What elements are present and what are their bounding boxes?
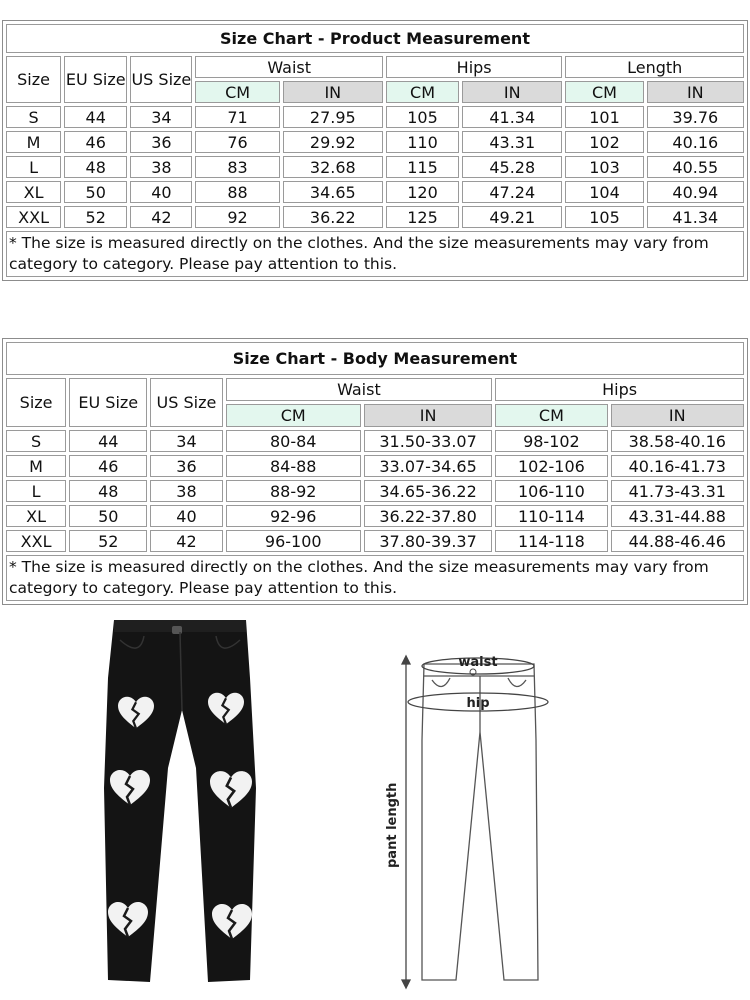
- cell-size: XL: [6, 505, 66, 527]
- cell-size: S: [6, 430, 66, 452]
- cell-us: 36: [130, 131, 192, 153]
- cell-size: M: [6, 131, 61, 153]
- cell-size: M: [6, 455, 66, 477]
- header-in: IN: [364, 404, 492, 427]
- cell-waist-in: 33.07-34.65: [364, 455, 492, 477]
- header-cm: CM: [386, 81, 459, 103]
- cell-size: XXL: [6, 206, 61, 228]
- cell-hips-in: 45.28: [462, 156, 562, 178]
- header-us-size: US Size: [130, 56, 192, 103]
- cell-waist-cm: 83: [195, 156, 279, 178]
- table-row: [6, 106, 744, 128]
- length-label: pant length: [385, 782, 400, 868]
- cell-size: L: [6, 480, 66, 502]
- product-measurement-table: [2, 20, 748, 281]
- body-measurement-table: [2, 338, 748, 605]
- table-title: Size Chart - Body Measurement: [6, 342, 744, 375]
- cell-hips-cm: 102-106: [495, 455, 607, 477]
- cell-waist-in: 36.22-37.80: [364, 505, 492, 527]
- cell-waist-in: 34.65-36.22: [364, 480, 492, 502]
- cell-eu: 46: [69, 455, 147, 477]
- header-in: IN: [283, 81, 383, 103]
- cell-length-in: 40.55: [647, 156, 744, 178]
- cell-hips-in: 41.34: [462, 106, 562, 128]
- table-row: [6, 530, 744, 552]
- cell-hips-cm: 120: [386, 181, 459, 203]
- cell-us: 42: [130, 206, 192, 228]
- cell-length-cm: 103: [565, 156, 643, 178]
- cell-waist-in: 31.50-33.07: [364, 430, 492, 452]
- header-us-size: US Size: [150, 378, 222, 427]
- header-cm: CM: [226, 404, 361, 427]
- cell-length-in: 40.94: [647, 181, 744, 203]
- cell-hips-cm: 125: [386, 206, 459, 228]
- table-row: [6, 206, 744, 228]
- cell-waist-in: 27.95: [283, 106, 383, 128]
- table-row: [6, 505, 744, 527]
- cell-waist-cm: 88: [195, 181, 279, 203]
- length-arrow: [402, 656, 410, 988]
- cell-length-cm: 102: [565, 131, 643, 153]
- cell-us: 40: [130, 181, 192, 203]
- table-row: [6, 156, 744, 178]
- cell-us: 34: [130, 106, 192, 128]
- header-length: Length: [565, 56, 744, 78]
- cell-length-cm: 101: [565, 106, 643, 128]
- waist-label: waist: [458, 655, 498, 670]
- cell-us: 36: [150, 455, 222, 477]
- cell-eu: 44: [64, 106, 127, 128]
- cell-eu: 48: [69, 480, 147, 502]
- cell-length-in: 40.16: [647, 131, 744, 153]
- cell-waist-cm: 96-100: [226, 530, 361, 552]
- cell-length-cm: 105: [565, 206, 643, 228]
- cell-length-in: 41.34: [647, 206, 744, 228]
- cell-eu: 46: [64, 131, 127, 153]
- cell-waist-in: 37.80-39.37: [364, 530, 492, 552]
- cell-us: 42: [150, 530, 222, 552]
- cell-us: 38: [130, 156, 192, 178]
- cell-waist-cm: 76: [195, 131, 279, 153]
- cell-size: XXL: [6, 530, 66, 552]
- table-title: Size Chart - Product Measurement: [6, 24, 744, 53]
- header-size: Size: [6, 56, 61, 103]
- cell-hips-in: 40.16-41.73: [611, 455, 744, 477]
- cell-hips-cm: 110: [386, 131, 459, 153]
- cell-eu: 52: [64, 206, 127, 228]
- table-row: [6, 480, 744, 502]
- cell-waist-in: 34.65: [283, 181, 383, 203]
- table-row: [6, 181, 744, 203]
- cell-size: S: [6, 106, 61, 128]
- cell-us: 34: [150, 430, 222, 452]
- header-cm: CM: [195, 81, 279, 103]
- cell-hips-cm: 110-114: [495, 505, 607, 527]
- table-row: [6, 430, 744, 452]
- table-row: [6, 131, 744, 153]
- header-waist: Waist: [195, 56, 382, 78]
- cell-hips-in: 38.58-40.16: [611, 430, 744, 452]
- cell-waist-in: 29.92: [283, 131, 383, 153]
- cell-waist-in: 36.22: [283, 206, 383, 228]
- header-in: IN: [647, 81, 744, 103]
- header-eu-size: EU Size: [64, 56, 127, 103]
- header-hips: Hips: [386, 56, 562, 78]
- header-cm: CM: [565, 81, 643, 103]
- header-in: IN: [611, 404, 744, 427]
- cell-size: XL: [6, 181, 61, 203]
- cell-size: L: [6, 156, 61, 178]
- header-size: Size: [6, 378, 66, 427]
- header-waist: Waist: [226, 378, 493, 401]
- cell-hips-cm: 114-118: [495, 530, 607, 552]
- cell-waist-in: 32.68: [283, 156, 383, 178]
- cell-eu: 44: [69, 430, 147, 452]
- cell-hips-cm: 106-110: [495, 480, 607, 502]
- cell-eu: 48: [64, 156, 127, 178]
- cell-waist-cm: 71: [195, 106, 279, 128]
- header-eu-size: EU Size: [69, 378, 147, 427]
- cell-hips-in: 47.24: [462, 181, 562, 203]
- cell-hips-in: 43.31: [462, 131, 562, 153]
- cell-hips-cm: 98-102: [495, 430, 607, 452]
- cell-hips-in: 44.88-46.46: [611, 530, 744, 552]
- cell-eu: 52: [69, 530, 147, 552]
- cell-waist-cm: 80-84: [226, 430, 361, 452]
- cell-waist-cm: 92-96: [226, 505, 361, 527]
- table-row: [6, 455, 744, 477]
- cell-us: 38: [150, 480, 222, 502]
- header-cm: CM: [495, 404, 607, 427]
- hip-label: hip: [466, 696, 490, 711]
- table-note: * The size is measured directly on the clothes. And the size measurements may vary from category to category. Please pay attention to this.: [6, 231, 744, 277]
- cell-waist-cm: 88-92: [226, 480, 361, 502]
- cell-waist-cm: 92: [195, 206, 279, 228]
- cell-length-in: 39.76: [647, 106, 744, 128]
- cell-eu: 50: [64, 181, 127, 203]
- header-in: IN: [462, 81, 562, 103]
- cell-hips-in: 43.31-44.88: [611, 505, 744, 527]
- cell-length-cm: 104: [565, 181, 643, 203]
- cell-hips-in: 41.73-43.31: [611, 480, 744, 502]
- table-note: * The size is measured directly on the clothes. And the size measurements may vary from category to category. Please pay attention to this.: [6, 555, 744, 601]
- cell-eu: 50: [69, 505, 147, 527]
- pants-measurement-diagram: [376, 650, 556, 990]
- cell-us: 40: [150, 505, 222, 527]
- jeans-product-photo: [100, 618, 260, 985]
- cell-waist-cm: 84-88: [226, 455, 361, 477]
- header-hips: Hips: [495, 378, 744, 401]
- cell-hips-cm: 105: [386, 106, 459, 128]
- cell-hips-in: 49.21: [462, 206, 562, 228]
- cell-hips-cm: 115: [386, 156, 459, 178]
